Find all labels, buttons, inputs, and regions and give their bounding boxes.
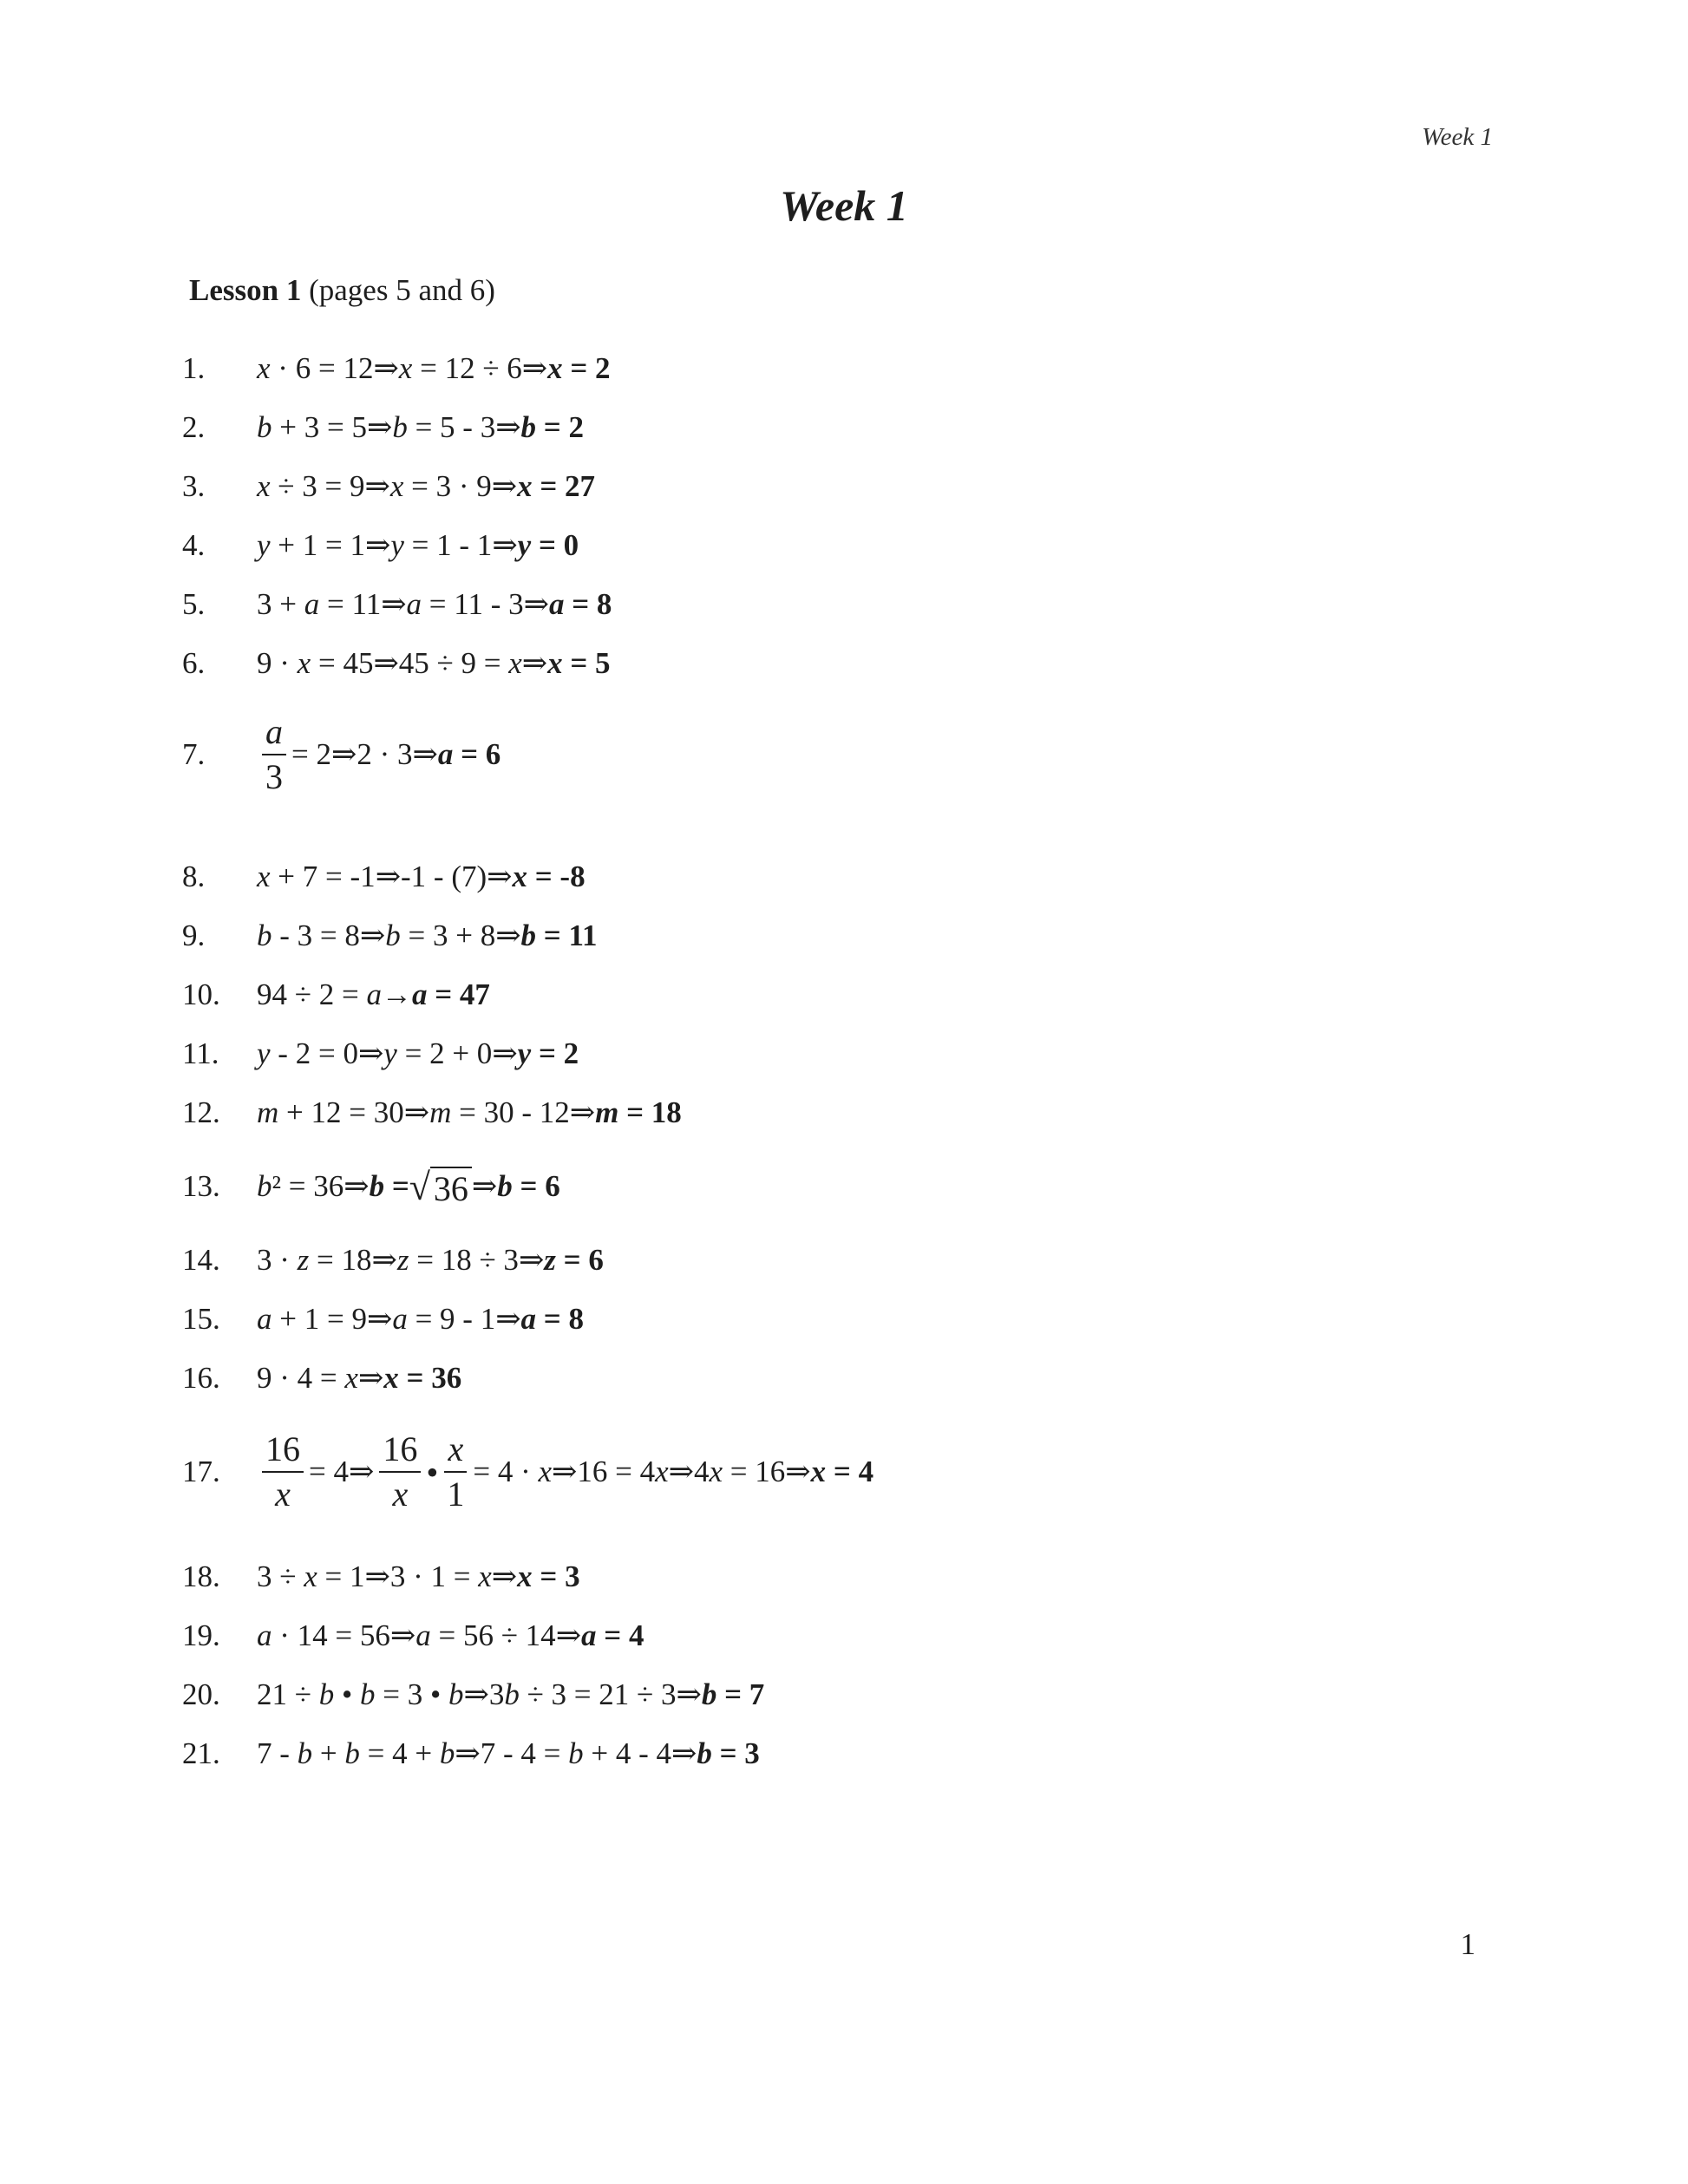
problem-equation: $\frac{16}{x}$ = 4 ⇒ $\frac{16}{x}$ • $\frac{x}{1}$ = 4 · x ⇒ 16 = 4x ⇒ 4x = 16 ⇒ x = 4 [257,1431,873,1513]
problem-13 [182,1165,560,1208]
lesson-pages: (pages 5 and 6) [309,273,495,307]
problem-equation: 94 ÷ 2 = a → a = 47 [257,978,490,1011]
problem-equation: 21 ÷ b • b = 3 • b ⇒ 3b ÷ 3 = 21 ÷ 3 ⇒ b = 7 [257,1677,765,1711]
problem-number: 7. [182,737,206,771]
fraction: $\frac{a}{3}$ [262,714,286,795]
problem-equation: 9 · x = 45 ⇒ 45 ÷ 9 = x ⇒ x = 5 [257,646,611,680]
problem-equation: x · 6 = 12 ⇒ x = 12 ÷ 6 ⇒ x = 2 [257,351,611,385]
problem-number: 14. [182,1243,220,1277]
problem-12 [182,1091,682,1135]
problem-15 [182,1298,584,1341]
problem-number: 16. [182,1361,220,1395]
problem-number: 10. [182,978,220,1011]
fraction: $\frac{x}{1}$ [443,1431,468,1513]
problem-number: 17. [182,1455,220,1488]
square-root: √ 36 [409,1165,472,1209]
problem-number: 19. [182,1618,220,1652]
running-head: Week 1 [1422,123,1493,151]
fraction: $\frac{16}{x}$ [262,1431,304,1513]
problem-number: 4. [182,528,206,562]
problem-number: 6. [182,646,206,680]
problem-number: 12. [182,1095,220,1129]
problem-5 [182,583,612,626]
problem-equation: 9 · 4 = x ⇒ x = 36 [257,1361,462,1395]
problem-equation: a + 1 = 9 ⇒ a = 9 - 1 ⇒ a = 8 [257,1302,584,1336]
problem-number: 21. [182,1736,220,1770]
problem-number: 20. [182,1677,220,1711]
problem-number: 15. [182,1302,220,1336]
problem-equation: $\frac{a}{3}$ = 2 ⇒ 2 · 3 ⇒ a = 6 [257,714,501,795]
problem-number: 11. [182,1036,219,1070]
problem-equation: x ÷ 3 = 9 ⇒ x = 3 · 9 ⇒ x = 27 [257,469,596,503]
problem-4 [182,524,579,567]
problem-equation: b + 3 = 5 ⇒ b = 5 - 3 ⇒ b = 2 [257,410,584,444]
page-title: Week 1 [780,181,908,230]
problem-2 [182,406,584,449]
problem-equation: y - 2 = 0 ⇒ y = 2 + 0 ⇒ y = 2 [257,1036,579,1070]
problem-equation: b - 3 = 8 ⇒ b = 3 + 8 ⇒ b = 11 [257,919,598,952]
problem-10 [182,973,490,1017]
problem-equation: 3 + a = 11 ⇒ a = 11 - 3 ⇒ a = 8 [257,587,612,621]
page-number: 1 [1460,1927,1475,1961]
problem-equation: m + 12 = 30 ⇒ m = 30 - 12 ⇒ m = 18 [257,1095,682,1129]
problem-equation: y + 1 = 1 ⇒ y = 1 - 1 ⇒ y = 0 [257,528,579,562]
problem-number: 13. [182,1169,220,1203]
problem-number: 5. [182,587,206,621]
problem-18 [182,1555,580,1599]
problem-1 [182,347,611,390]
problem-equation: 3 · z = 18 ⇒ z = 18 ÷ 3 ⇒ z = 6 [257,1243,604,1277]
problem-number: 2. [182,410,206,444]
problem-number: 1. [182,351,206,385]
problem-7 [182,712,501,796]
lesson-label: Lesson 1 [189,273,302,307]
problem-3 [182,465,595,508]
problem-11 [182,1032,579,1076]
problem-number: 9. [182,919,206,952]
problem-equation: a · 14 = 56 ⇒ a = 56 ÷ 14 ⇒ a = 4 [257,1618,644,1652]
problem-9 [182,914,598,958]
problem-number: 3. [182,469,206,503]
problem-21 [182,1732,760,1775]
problem-16 [182,1357,461,1400]
fraction: $\frac{16}{x}$ [379,1431,421,1513]
problem-17 [182,1429,874,1514]
problem-14 [182,1239,604,1282]
problem-6 [182,642,611,685]
problem-equation: b² = 36 ⇒ b = √ 36 ⇒ b = 6 [257,1165,560,1208]
problem-number: 18. [182,1560,220,1593]
problem-20 [182,1673,764,1716]
problem-equation: 7 - b + b = 4 + b ⇒ 7 - 4 = b + 4 - 4 ⇒ b = 3 [257,1736,760,1770]
problem-equation: 3 ÷ x = 1 ⇒ 3 · 1 = x ⇒ x = 3 [257,1560,580,1593]
problem-equation: x + 7 = -1 ⇒ -1 - (7) ⇒ x = -8 [257,860,586,893]
problem-number: 8. [182,860,206,893]
lesson-heading [189,273,495,308]
problem-19 [182,1614,644,1658]
problem-8 [182,855,586,899]
